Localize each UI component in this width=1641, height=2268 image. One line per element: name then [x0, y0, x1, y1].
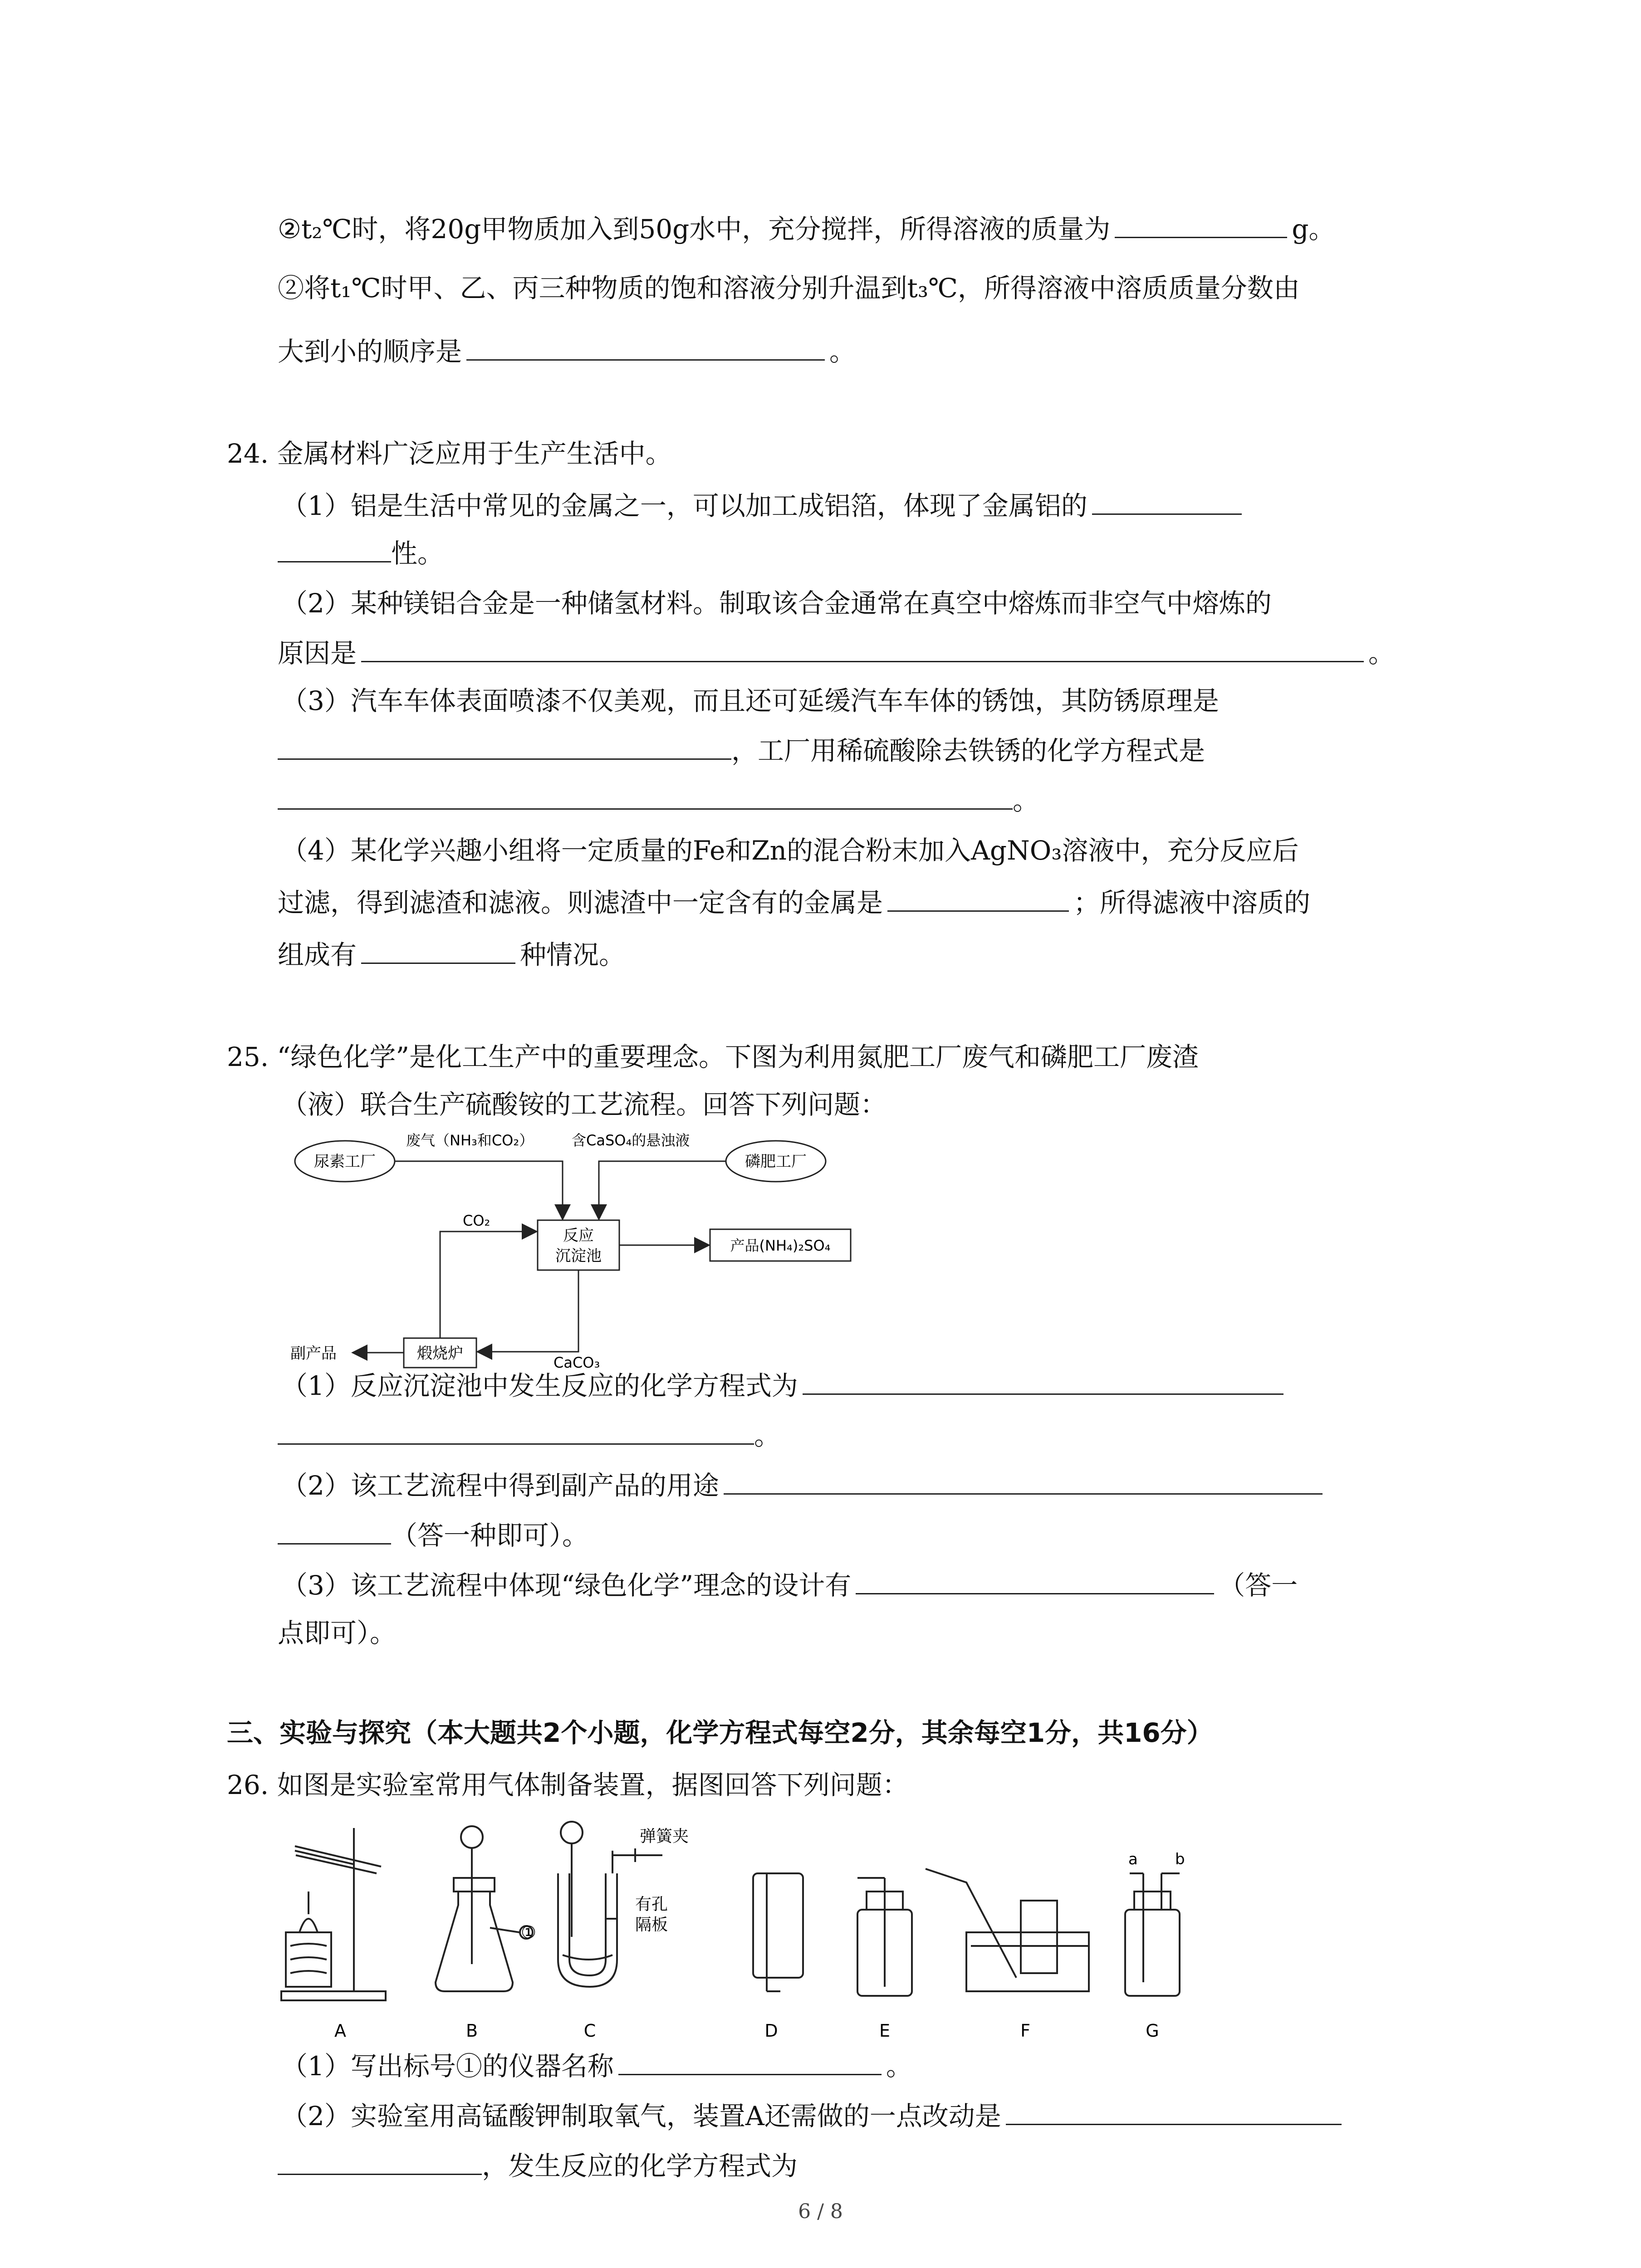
answer-blank[interactable]	[278, 785, 1013, 810]
apparatus-f	[926, 1869, 1089, 1991]
label-a: A	[334, 2021, 346, 2041]
q24-p4-l2	[278, 887, 1310, 919]
caco3-label: CaCO₃	[554, 1354, 600, 1370]
byproduct-label: 副产品	[290, 1344, 337, 1363]
page-number: 6 / 8	[798, 2200, 843, 2223]
apparatus-d	[753, 1873, 803, 1991]
g-port-a-label: a	[1128, 1850, 1138, 1868]
process-flow-diagram	[290, 1125, 926, 1370]
answer-blank[interactable]	[724, 1470, 1323, 1495]
apparatus-a	[281, 1828, 386, 2000]
q24-p1	[281, 490, 1242, 522]
q23-line1	[278, 213, 1335, 245]
g-port-b-label: b	[1175, 1850, 1185, 1868]
answer-blank[interactable]	[278, 2150, 482, 2175]
q25-p1-end: 。	[754, 1420, 781, 1451]
q25-p3-text: （3）该工艺流程中体现“绿色化学”理念的设计有	[281, 1570, 852, 1601]
label-f: F	[1020, 2021, 1030, 2041]
q24-p2-cont	[278, 637, 1395, 669]
furnace-label: 煅烧炉	[417, 1344, 463, 1363]
caco3-arrow	[479, 1270, 578, 1352]
q26-p1-end: 。	[886, 2051, 912, 2082]
q23-line1-text: ②t₂℃时，将20g甲物质加入到50g水中，充分搅拌，所得溶液的质量为	[278, 214, 1111, 244]
q24-p4-l3	[278, 939, 625, 971]
q25-p1	[281, 1370, 1283, 1402]
q26-p2-cont	[278, 2150, 798, 2182]
gas-flow-arrow	[395, 1161, 563, 1218]
q24-p1-text: （1）铝是生活中常见的金属之一，可以加工成铝箔，体现了金属铝的	[281, 490, 1087, 521]
q23-line3-end: 。	[829, 336, 856, 367]
q24-title: 24. 金属材料广泛应用于生产生活中。	[227, 438, 672, 469]
q24-p4-text: 过滤，得到滤渣和滤液。则滤渣中一定含有的金属是	[278, 887, 883, 918]
q26-title: 26. 如图是实验室常用气体制备装置，据图回答下列问题：	[227, 1769, 909, 1800]
q25-p2-end: （答一种即可）。	[391, 1520, 589, 1551]
q24-p1-end: 性。	[391, 538, 444, 569]
co2-label: CO₂	[463, 1212, 490, 1229]
q25-title2: （液）联合生产硫酸铵的工艺流程。回答下列问题：	[281, 1089, 887, 1120]
phosphate-factory-label: 磷肥工厂	[745, 1153, 807, 1171]
apparatus-e	[857, 1878, 912, 1996]
q26-p2-end: ，发生反应的化学方程式为	[482, 2151, 798, 2181]
q24-p4: （4）某化学兴趣小组将一定质量的Fe和Zn的混合粉末加入AgNO₃溶液中，充分反应后	[281, 835, 1299, 866]
q24-p1-cont	[278, 538, 444, 569]
q25-title: 25. “绿色化学”是化工生产中的重要理念。下图为利用氮肥工厂废气和磷肥工厂废渣	[227, 1041, 1199, 1072]
label-b: B	[465, 2021, 478, 2041]
answer-blank[interactable]	[887, 887, 1069, 912]
label-c: C	[583, 2021, 596, 2041]
q25-p3	[281, 1569, 1298, 1601]
q23-line3	[278, 336, 856, 367]
q25-p2-text: （2）该工艺流程中得到副产品的用途	[281, 1470, 719, 1501]
q25-p3-end: 点即可）。	[278, 1618, 397, 1648]
apparatus-diagram	[272, 1810, 1361, 2050]
label-g: G	[1146, 2021, 1159, 2041]
q24-p4-mid: ；所得滤液中溶质的	[1073, 887, 1311, 918]
q24-p4-end: 种情况。	[520, 939, 626, 970]
q24-p2-end: 。	[1368, 638, 1395, 669]
section-heading: 三、实验与探究（本大题共2个小题，化学方程式每空2分，其余每空1分，共16分）	[227, 1717, 1213, 1748]
answer-blank[interactable]	[466, 336, 825, 361]
suspension-label: 含CaSO₄的悬浊液	[572, 1132, 690, 1149]
q26-p1-text: （1）写出标号①的仪器名称	[281, 2051, 614, 2082]
label-d: D	[764, 2021, 778, 2041]
apparatus-b	[436, 1826, 533, 1991]
q25-p1-text: （1）反应沉淀池中发生反应的化学方程式为	[281, 1370, 798, 1401]
answer-blank[interactable]	[856, 1569, 1214, 1594]
circle-one-marker: ①	[520, 1922, 537, 1942]
q24-p3-cont	[278, 735, 1205, 767]
q26-p2	[281, 2100, 1342, 2132]
q24-p2-text: 原因是	[278, 638, 357, 669]
q26-p1	[281, 2050, 912, 2082]
co2-return-arrow	[440, 1232, 535, 1338]
q24-p2: （2）某种镁铝合金是一种储氢材料。制取该合金通常在真空中熔炼而非空气中熔炼的	[281, 588, 1272, 619]
answer-blank[interactable]	[1092, 490, 1242, 515]
answer-blank[interactable]	[278, 1420, 754, 1445]
q24-p3-end: 。	[1013, 785, 1039, 816]
answer-blank[interactable]	[278, 1520, 391, 1545]
apparatus-g	[1125, 1873, 1180, 1996]
answer-blank[interactable]	[803, 1370, 1283, 1395]
answer-blank[interactable]	[618, 2050, 882, 2075]
q24-p3-cont2	[278, 785, 1039, 816]
q25-p3-mid: （答一	[1219, 1570, 1298, 1601]
spring-clip-label: 弹簧夹	[640, 1827, 689, 1846]
q24-p3-mid: ，工厂用稀硫酸除去铁锈的化学方程式是	[731, 735, 1205, 766]
answer-blank[interactable]	[278, 735, 731, 760]
q25-p2-cont	[278, 1520, 588, 1551]
suspension-flow-arrow	[599, 1161, 726, 1218]
perforated-label-2: 隔板	[635, 1916, 668, 1934]
q23-line3-text: 大到小的顺序是	[278, 336, 462, 367]
answer-blank[interactable]	[361, 637, 1364, 662]
urea-factory-label: 尿素工厂	[314, 1153, 376, 1171]
pool-label-1: 反应	[563, 1227, 594, 1245]
q26-p2-text: （2）实验室用高锰酸钾制取氧气，装置A还需做的一点改动是	[281, 2101, 1001, 2131]
q24-p3: （3）汽车车体表面喷漆不仅美观，而且还可延缓汽车车体的锈蚀，其防锈原理是	[281, 685, 1219, 716]
answer-blank[interactable]	[361, 939, 515, 964]
product-label: 产品(NH₄)₂SO₄	[730, 1237, 831, 1254]
q23-line1-unit: g。	[1292, 214, 1335, 244]
q23-line2: ②将t₁℃时甲、乙、丙三种物质的饱和溶液分别升温到t₃℃，所得溶液中溶质质量分数由	[278, 273, 1300, 303]
q25-p1-cont	[278, 1420, 780, 1452]
q24-p4-l3-text: 组成有	[278, 939, 357, 970]
label-e: E	[879, 2021, 891, 2041]
q25-p2	[281, 1470, 1323, 1501]
perforated-label-1: 有孔	[635, 1895, 668, 1914]
answer-blank[interactable]	[1006, 2100, 1342, 2125]
pool-label-2: 沉淀池	[555, 1247, 602, 1265]
answer-blank[interactable]	[1115, 213, 1287, 238]
waste-gas-label: 废气（NH₃和CO₂）	[406, 1132, 534, 1149]
answer-blank[interactable]	[278, 538, 391, 562]
